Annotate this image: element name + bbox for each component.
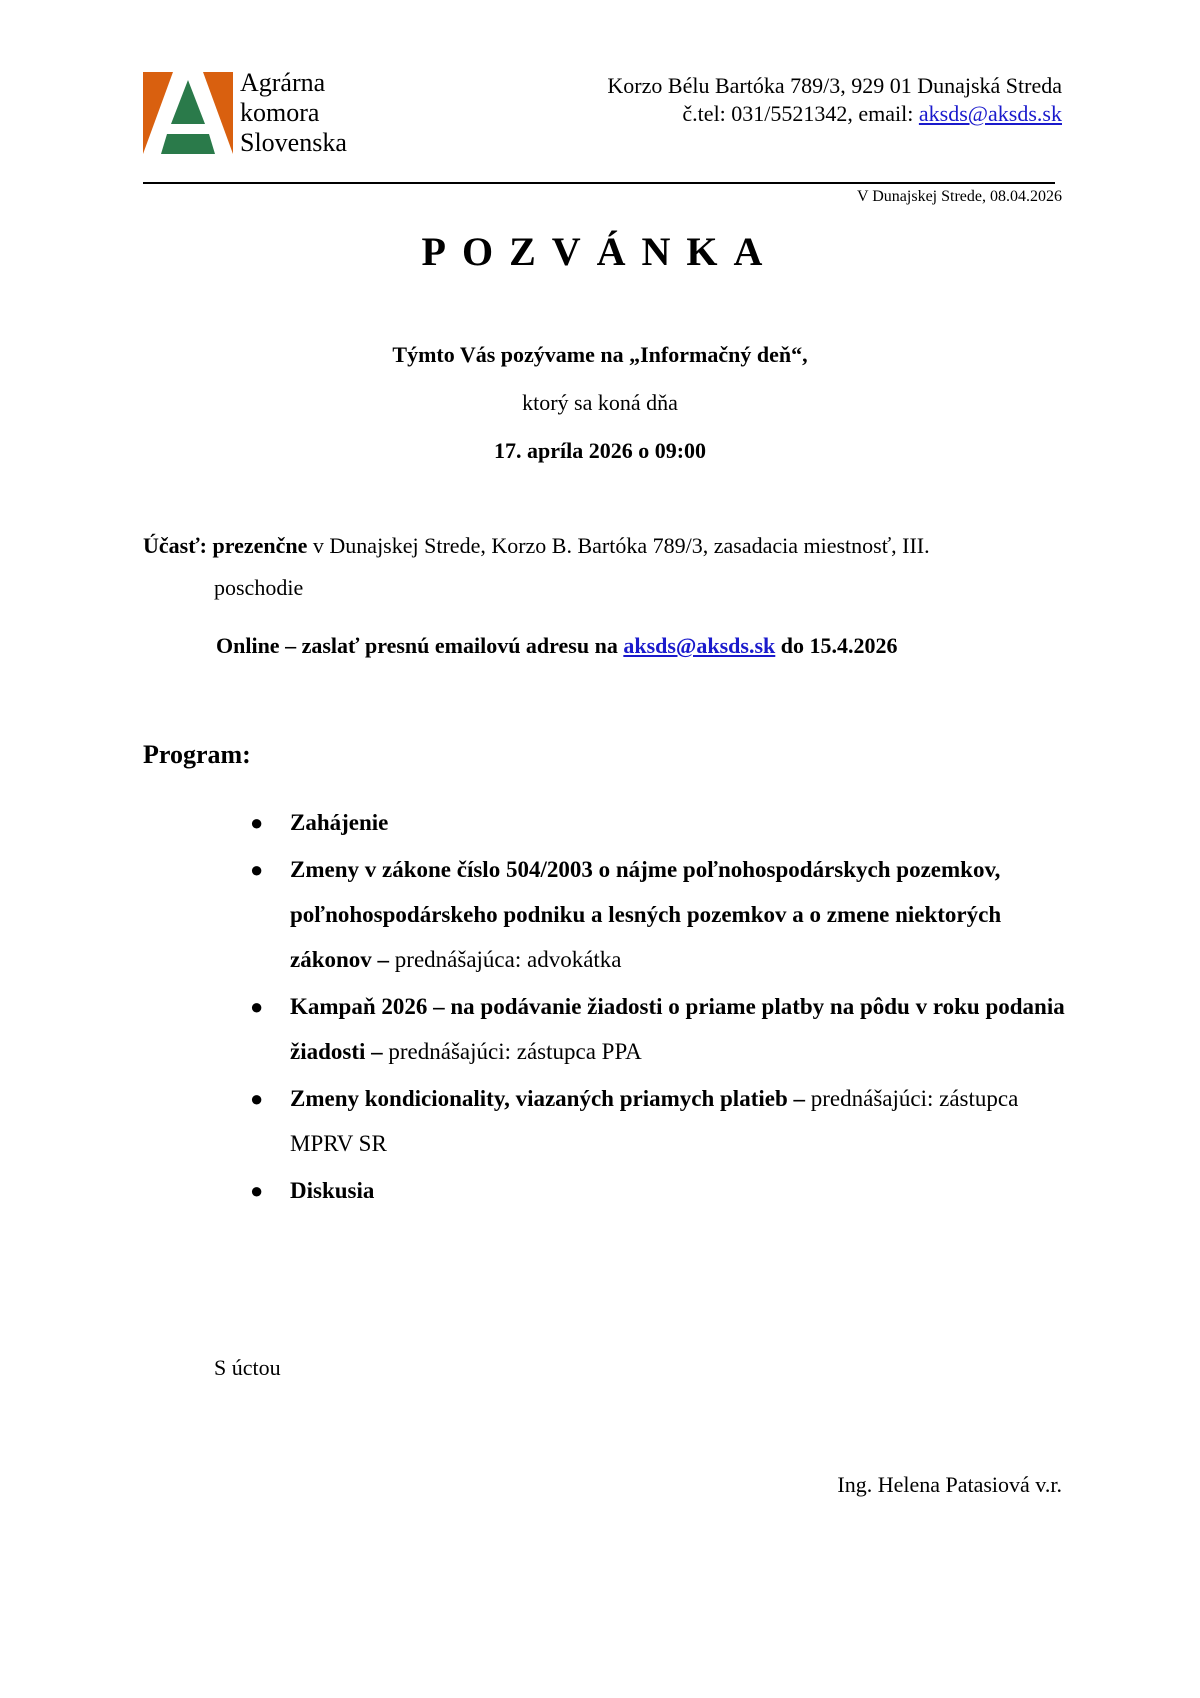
program-item-title: Zmeny kondicionality, viazaných priamych platieb –	[290, 1086, 811, 1111]
header-divider	[143, 182, 1055, 184]
org-name	[240, 68, 347, 158]
program-item	[250, 1076, 1070, 1166]
signature: Ing. Helena Patasiová v.r.	[837, 1472, 1062, 1497]
invitation-prefix: Týmto Vás pozývame na	[392, 342, 630, 367]
org-name-line: Agrárna	[240, 68, 326, 97]
program-item	[250, 847, 1070, 982]
org-name-line: komora	[240, 98, 320, 127]
program-item-title: Zahájenie	[290, 810, 389, 835]
page-title: POZVÁNKA	[421, 229, 779, 274]
contact-block	[607, 72, 1062, 128]
online-email-link[interactable]: aksds@aksds.sk	[623, 633, 776, 658]
bullet-icon: ●	[250, 810, 264, 835]
bullet-icon: ●	[250, 857, 264, 882]
program-item-speaker: prednášajúci: zástupca PPA	[388, 1039, 642, 1064]
phone-email-line	[607, 100, 1062, 128]
online-line	[216, 633, 898, 659]
attendance-label: Účasť:	[143, 533, 213, 558]
logo-icon	[143, 72, 233, 154]
header-email-link[interactable]: aksds@aksds.sk	[918, 101, 1062, 126]
bullet-icon: ●	[250, 994, 264, 1019]
program-item-title: Diskusia	[290, 1178, 375, 1203]
attendance-mode: prezenčne	[212, 533, 308, 558]
phone-label: č.tel: 031/5521342, email:	[682, 101, 919, 126]
online-prefix: Online – zaslať presnú emailovú adresu na	[216, 633, 624, 658]
program-heading: Program:	[143, 740, 251, 769]
bullet-icon: ●	[250, 1178, 264, 1203]
program-item-title: Kampaň 2026 – na podávanie žiadosti o priame platby na pôdu v roku podania žiadosti –	[290, 994, 1065, 1064]
program-item-title: Zmeny v zákone číslo 504/2003 o nájme poľnohospodárskych pozemkov, poľnohospodárskeho podniku a lesných pozemkov a o zmene niektorých zákonov –	[290, 857, 1002, 972]
salutation: S úctou	[214, 1355, 281, 1380]
event-name: „Informačný deň“,	[629, 342, 808, 367]
program-item	[250, 984, 1070, 1074]
program-item	[250, 1168, 1070, 1213]
online-deadline: do 15.4.2026	[775, 633, 898, 658]
event-datetime: 17. apríla 2026 o 09:00	[493, 438, 707, 463]
attendance-line	[143, 533, 1063, 559]
program-item-speaker: prednášajúci: zástupca MPRV SR	[290, 1086, 1019, 1156]
place-date: V Dunajskej Strede, 08.04.2026	[856, 188, 1062, 205]
org-name-line: Slovenska	[240, 128, 347, 157]
invitation-line	[0, 342, 1200, 368]
program-item	[250, 800, 1070, 845]
attendance-location-cont: poschodie	[214, 575, 304, 600]
address-line: Korzo Bélu Bartóka 789/3, 929 01 Dunajská Streda	[607, 73, 1062, 98]
invitation-subline: ktorý sa koná dňa	[522, 390, 678, 415]
bullet-icon: ●	[250, 1086, 264, 1111]
program-item-speaker: prednášajúca: advokátka	[394, 947, 622, 972]
attendance-location: v Dunajskej Strede, Korzo B. Bartóka 789/3, zasadacia miestnosť, III.	[307, 533, 930, 558]
program-list	[250, 800, 1070, 1215]
